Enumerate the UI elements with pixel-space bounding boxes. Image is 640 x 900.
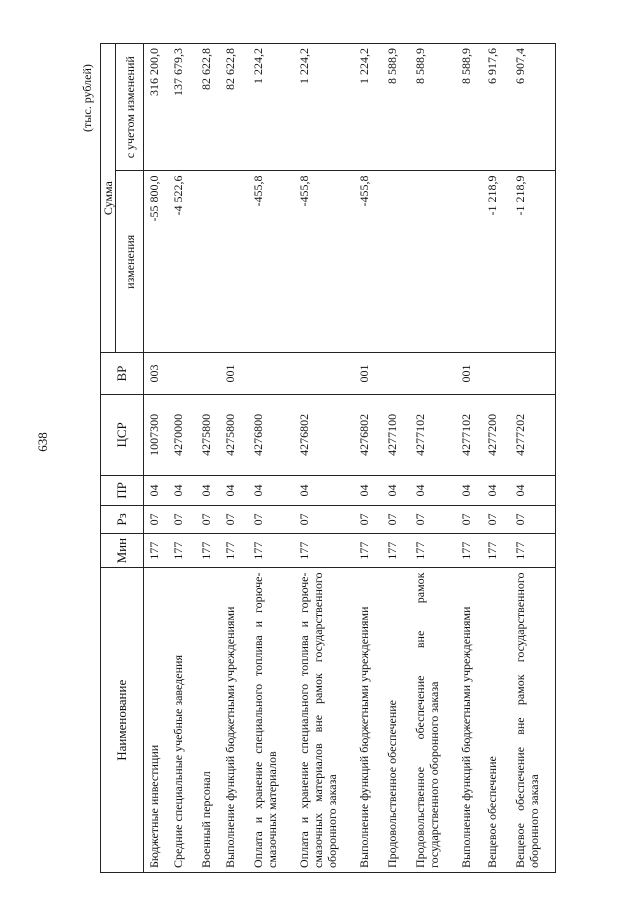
row-pr: 04 [482,475,510,505]
row-rz: 07 [220,506,248,534]
row-change: -455,8 [248,171,294,353]
row-pr: 04 [168,475,196,505]
row-min: 177 [482,533,510,568]
row-pr: 04 [510,475,556,505]
row-min: 177 [410,533,456,568]
row-csr: 4276800 [248,394,294,475]
row-vr [168,353,196,395]
row-total: 1 224,2 [294,44,354,171]
header-csr: ЦСР [101,394,144,475]
header-change: изменения [116,171,144,353]
row-min: 177 [354,533,382,568]
row-pr: 04 [294,475,354,505]
row-change [382,171,410,353]
row-pr: 04 [196,475,220,505]
row-csr: 4275800 [196,394,220,475]
row-total: 8 588,9 [456,44,482,171]
row-rz: 07 [294,506,354,534]
row-change: -455,8 [294,171,354,353]
row-rz: 07 [168,506,196,534]
row-pr: 04 [382,475,410,505]
table-row [510,44,556,873]
row-csr: 4277202 [510,394,556,475]
table-row [294,44,354,873]
row-min: 177 [196,533,220,568]
table-row [220,44,248,873]
row-csr: 4276802 [294,394,354,475]
row-pr: 04 [354,475,382,505]
row-csr: 4277100 [382,394,410,475]
row-min: 177 [248,533,294,568]
row-total: 6 917,6 [482,44,510,171]
row-vr: 003 [144,353,168,395]
row-csr: 1007300 [144,394,168,475]
rotated-table-area [80,43,590,873]
row-min: 177 [220,533,248,568]
row-total: 1 224,2 [248,44,294,171]
row-total: 82 622,8 [196,44,220,171]
row-rz: 07 [196,506,220,534]
row-rz: 07 [456,506,482,534]
row-total: 8 588,9 [382,44,410,171]
header-rz: Рз [101,506,144,534]
table-row [382,44,410,873]
row-name: Выполнение функций бюджетными учреждениями [220,568,248,873]
row-pr: 04 [248,475,294,505]
row-min: 177 [168,533,196,568]
row-vr [196,353,220,395]
row-name: Оплата и хранение специального топлива и горюче-смазочных материалов [248,568,294,873]
table-row [144,44,168,873]
row-pr: 04 [144,475,168,505]
row-vr [410,353,456,395]
row-name: Оплата и хранение специального топлива и горюче-смазочных материалов вне рамок государственного оборонного заказа [294,568,354,873]
row-total: 137 679,3 [168,44,196,171]
row-min: 177 [510,533,556,568]
row-change: -4 522,6 [168,171,196,353]
row-change: -455,8 [354,171,382,353]
table-row [410,44,456,873]
row-change [220,171,248,353]
units-label: (тыс. рублей) [80,64,94,132]
table-row [482,44,510,873]
row-vr: 001 [354,353,382,395]
row-rz: 07 [144,506,168,534]
header-pr: ПР [101,475,144,505]
row-vr: 001 [456,353,482,395]
row-total: 6 907,4 [510,44,556,171]
header-vr: ВР [101,353,144,395]
row-csr: 4277102 [456,394,482,475]
row-rz: 07 [510,506,556,534]
row-change [456,171,482,353]
row-name: Выполнение функций бюджетными учреждениями [354,568,382,873]
row-vr [248,353,294,395]
row-total: 1 224,2 [354,44,382,171]
row-total: 82 622,8 [220,44,248,171]
row-min: 177 [144,533,168,568]
header-sum: Сумма [101,44,116,353]
row-name: Продовольственное обеспечение вне рамок государственного оборонного заказа [410,568,456,873]
page-number: 638 [35,432,50,452]
table-row [456,44,482,873]
row-vr [482,353,510,395]
header-min: Мин [101,533,144,568]
row-min: 177 [294,533,354,568]
row-pr: 04 [410,475,456,505]
row-pr: 04 [220,475,248,505]
header-name: Наименование [101,568,144,873]
row-change [196,171,220,353]
row-min: 177 [382,533,410,568]
row-csr: 4277102 [410,394,456,475]
row-csr: 4275800 [220,394,248,475]
row-csr: 4276802 [354,394,382,475]
row-csr: 4277200 [482,394,510,475]
row-name: Выполнение функций бюджетными учреждениями [456,568,482,873]
row-rz: 07 [354,506,382,534]
row-name: Вещевое обеспечение [482,568,510,873]
table-row [248,44,294,873]
row-rz: 07 [248,506,294,534]
row-total: 316 200,0 [144,44,168,171]
row-rz: 07 [410,506,456,534]
row-name: Вещевое обеспечение вне рамок государственного оборонного заказа [510,568,556,873]
row-vr [510,353,556,395]
row-change [410,171,456,353]
row-vr [382,353,410,395]
row-change: -1 218,9 [482,171,510,353]
row-rz: 07 [382,506,410,534]
header-with-change: с учетом изменений [116,44,144,171]
table-row [196,44,220,873]
row-pr: 04 [456,475,482,505]
row-change: -55 800,0 [144,171,168,353]
row-total: 8 588,9 [410,44,456,171]
row-name: Военный персонал [196,568,220,873]
row-rz: 07 [482,506,510,534]
row-name: Продовольственное обеспечение [382,568,410,873]
budget-table [100,43,556,873]
row-name: Средние специальные учебные заведения [168,568,196,873]
table-body [144,44,556,873]
row-name: Бюджетные инвестиции [144,568,168,873]
row-vr [294,353,354,395]
row-vr: 001 [220,353,248,395]
row-min: 177 [456,533,482,568]
table-row [354,44,382,873]
table-header [101,44,144,873]
table-row [168,44,196,873]
row-change: -1 218,9 [510,171,556,353]
row-csr: 4270000 [168,394,196,475]
